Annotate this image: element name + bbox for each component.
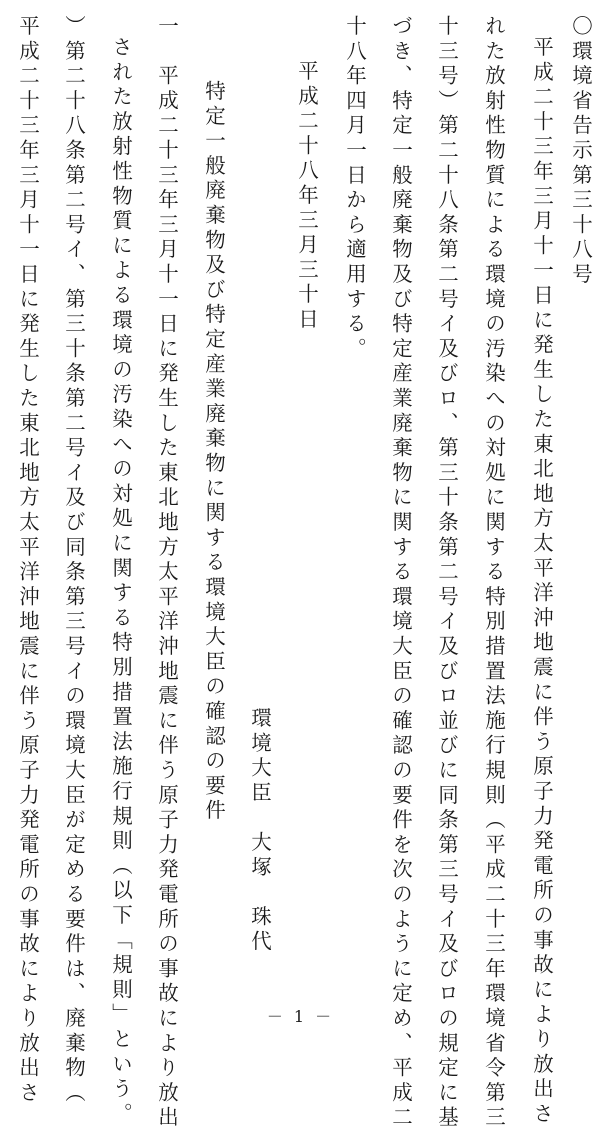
preamble-line: 平成二十三年三月十一日に発生した東北地方太平洋沖地震に伴う原子力発電所の事故により放出さ	[529, 36, 554, 1128]
page-number: － 1 －	[266, 1007, 335, 1026]
item-line: 平成二十三年三月十一日に発生した東北地方太平洋沖地震に伴う原子力発電所の事故により放出さ	[15, 15, 40, 1107]
notice-header: 〇環境省告示第三十八号	[568, 15, 593, 288]
signatory: 環境大臣 大塚 珠代	[247, 707, 272, 955]
item-line: ）第二十八条第二号イ、第三十条第二号イ及び同条第三号イの環境大臣が定める要件は、廃棄物（	[61, 15, 86, 1107]
notice-date: 平成二十八年三月三十日	[294, 60, 319, 333]
preamble-line: づき、特定一般廃棄物及び特定産業廃棄物に関する環境大臣の確認の要件を次のように定め、平成二	[388, 15, 413, 1131]
item-line: 一 平成二十三年三月十一日に発生した東北地方太平洋沖地震に伴う原子力発電所の事故により放出	[154, 15, 179, 1131]
preamble-line: れた放射性物質による環境の汚染への対処に関する特別措置法施行規則（平成二十三年環境省令第三	[481, 15, 506, 1131]
preamble-line: 十三号）第二十八条第二号イ及びロ、第三十条第二号イ及びロ並びに同条第三号イ及びロの規定に基	[434, 15, 459, 1131]
subject-title: 特定一般廃棄物及び特定産業廃棄物に関する環境大臣の確認の要件	[201, 80, 226, 824]
preamble-line: 十八年四月一日から適用する。	[342, 15, 367, 363]
item-line: された放射性物質による環境の汚染への対処に関する特別措置法施行規則（以下「規則」という。	[108, 36, 133, 1128]
